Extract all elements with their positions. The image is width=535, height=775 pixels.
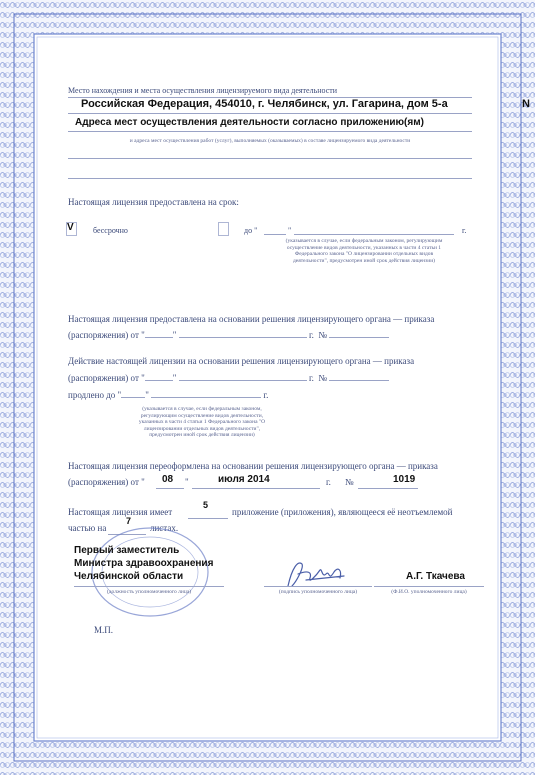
caption-signature: (подпись уполномоченного лица) xyxy=(278,589,358,595)
until-prefix: до " xyxy=(244,226,258,235)
reissue-num-label: № xyxy=(345,477,354,487)
appendix-sheets: 7 xyxy=(126,516,132,526)
position-line2: Министра здравоохранения xyxy=(74,558,214,569)
divider xyxy=(68,178,472,179)
until-checkbox xyxy=(218,222,229,236)
indefinite-label: бессрочно xyxy=(93,226,128,235)
extension-line2: (распоряжения) от " " г. № xyxy=(68,373,389,383)
reissue-year: г. xyxy=(326,477,331,487)
reissue-quote: " xyxy=(185,477,189,487)
reissue-line2: (распоряжения) от " xyxy=(68,477,145,487)
reissue-month: июля 2014 xyxy=(218,474,270,485)
divider xyxy=(74,586,224,587)
caption-position: (должность уполномоченного лица) xyxy=(106,589,192,595)
position-line3: Челябинской области xyxy=(74,571,184,582)
divider xyxy=(68,158,472,159)
divider xyxy=(188,518,228,519)
appendix-suffix: приложение (приложения), являющееся её неотъемлемой xyxy=(232,507,453,517)
until-quote: " xyxy=(288,226,292,235)
reissue-day: 08 xyxy=(162,474,174,485)
until-year: г. xyxy=(462,226,467,235)
divider xyxy=(294,234,454,235)
divider xyxy=(68,113,472,114)
divider xyxy=(358,488,418,489)
appendix-count: 5 xyxy=(203,500,209,510)
places-note: Адреса мест осуществления деятельности согласно приложению(ям) xyxy=(75,117,424,128)
term-caption: (указывается в случае, если федеральным законом, регулирующим осуществление видов деятельности, указанных в части 4 статьи 1 Федерального закона "О лицензировании отдельных видов деятельности", предусмотрен иной срок действия лицензии) xyxy=(285,238,443,264)
stamp-seal xyxy=(85,520,215,620)
basis-line2: (распоряжения) от " " г. № xyxy=(68,330,389,340)
divider xyxy=(374,586,484,587)
extension-line1: Действие настоящей лицензии на основании решения лицензирующего органа — приказа xyxy=(68,356,415,366)
reissue-line1: Настоящая лицензия переоформлена на основании решения лицензирующего органа — приказа xyxy=(68,461,438,471)
check-mark: V xyxy=(67,222,74,233)
reissue-number: 1019 xyxy=(393,474,416,485)
extended-until: продлено до " " г. xyxy=(68,390,269,400)
position-line1: Первый заместитель xyxy=(74,545,180,556)
caption-name: (Ф.И.О. уполномоченного лица) xyxy=(391,589,467,595)
divider xyxy=(156,488,184,489)
divider xyxy=(264,586,372,587)
appendix-sheets-suffix: листах. xyxy=(150,523,179,533)
stamp-place: М.П. xyxy=(94,625,114,635)
address: Российская Федерация, 454010, г. Челябинск, ул. Гагарина, дом 5-а xyxy=(81,98,448,110)
appendix-part-prefix: частью на xyxy=(68,523,107,533)
divider xyxy=(264,234,286,235)
extension-caption: (указывается в случае, если федеральным законом, регулирующим осуществление видов деятельности, указанных в части 4 статьи 1 Федерального закона "О лицензировании отдельных видов деятельности", предусмотрен иной срок действия лицензии) xyxy=(138,406,266,439)
appendix-prefix: Настоящая лицензия имеет xyxy=(68,507,173,517)
location-label: Место нахождения и места осуществления лицензируемого вида деятельности xyxy=(68,86,338,95)
term-label: Настоящая лицензия предоставлена на срок: xyxy=(68,197,239,207)
signer-name: А.Г. Ткачева xyxy=(406,571,465,582)
basis-line1: Настоящая лицензия предоставлена на основании решения лицензирующего органа — приказа xyxy=(68,314,435,324)
divider xyxy=(192,488,320,489)
edge-letter: N xyxy=(522,98,530,110)
divider xyxy=(68,131,472,132)
works-caption: и адреса мест осуществления работ (услуг), выполняемых (оказываемых) в составе лицензируемого вида деятельности xyxy=(129,138,411,144)
